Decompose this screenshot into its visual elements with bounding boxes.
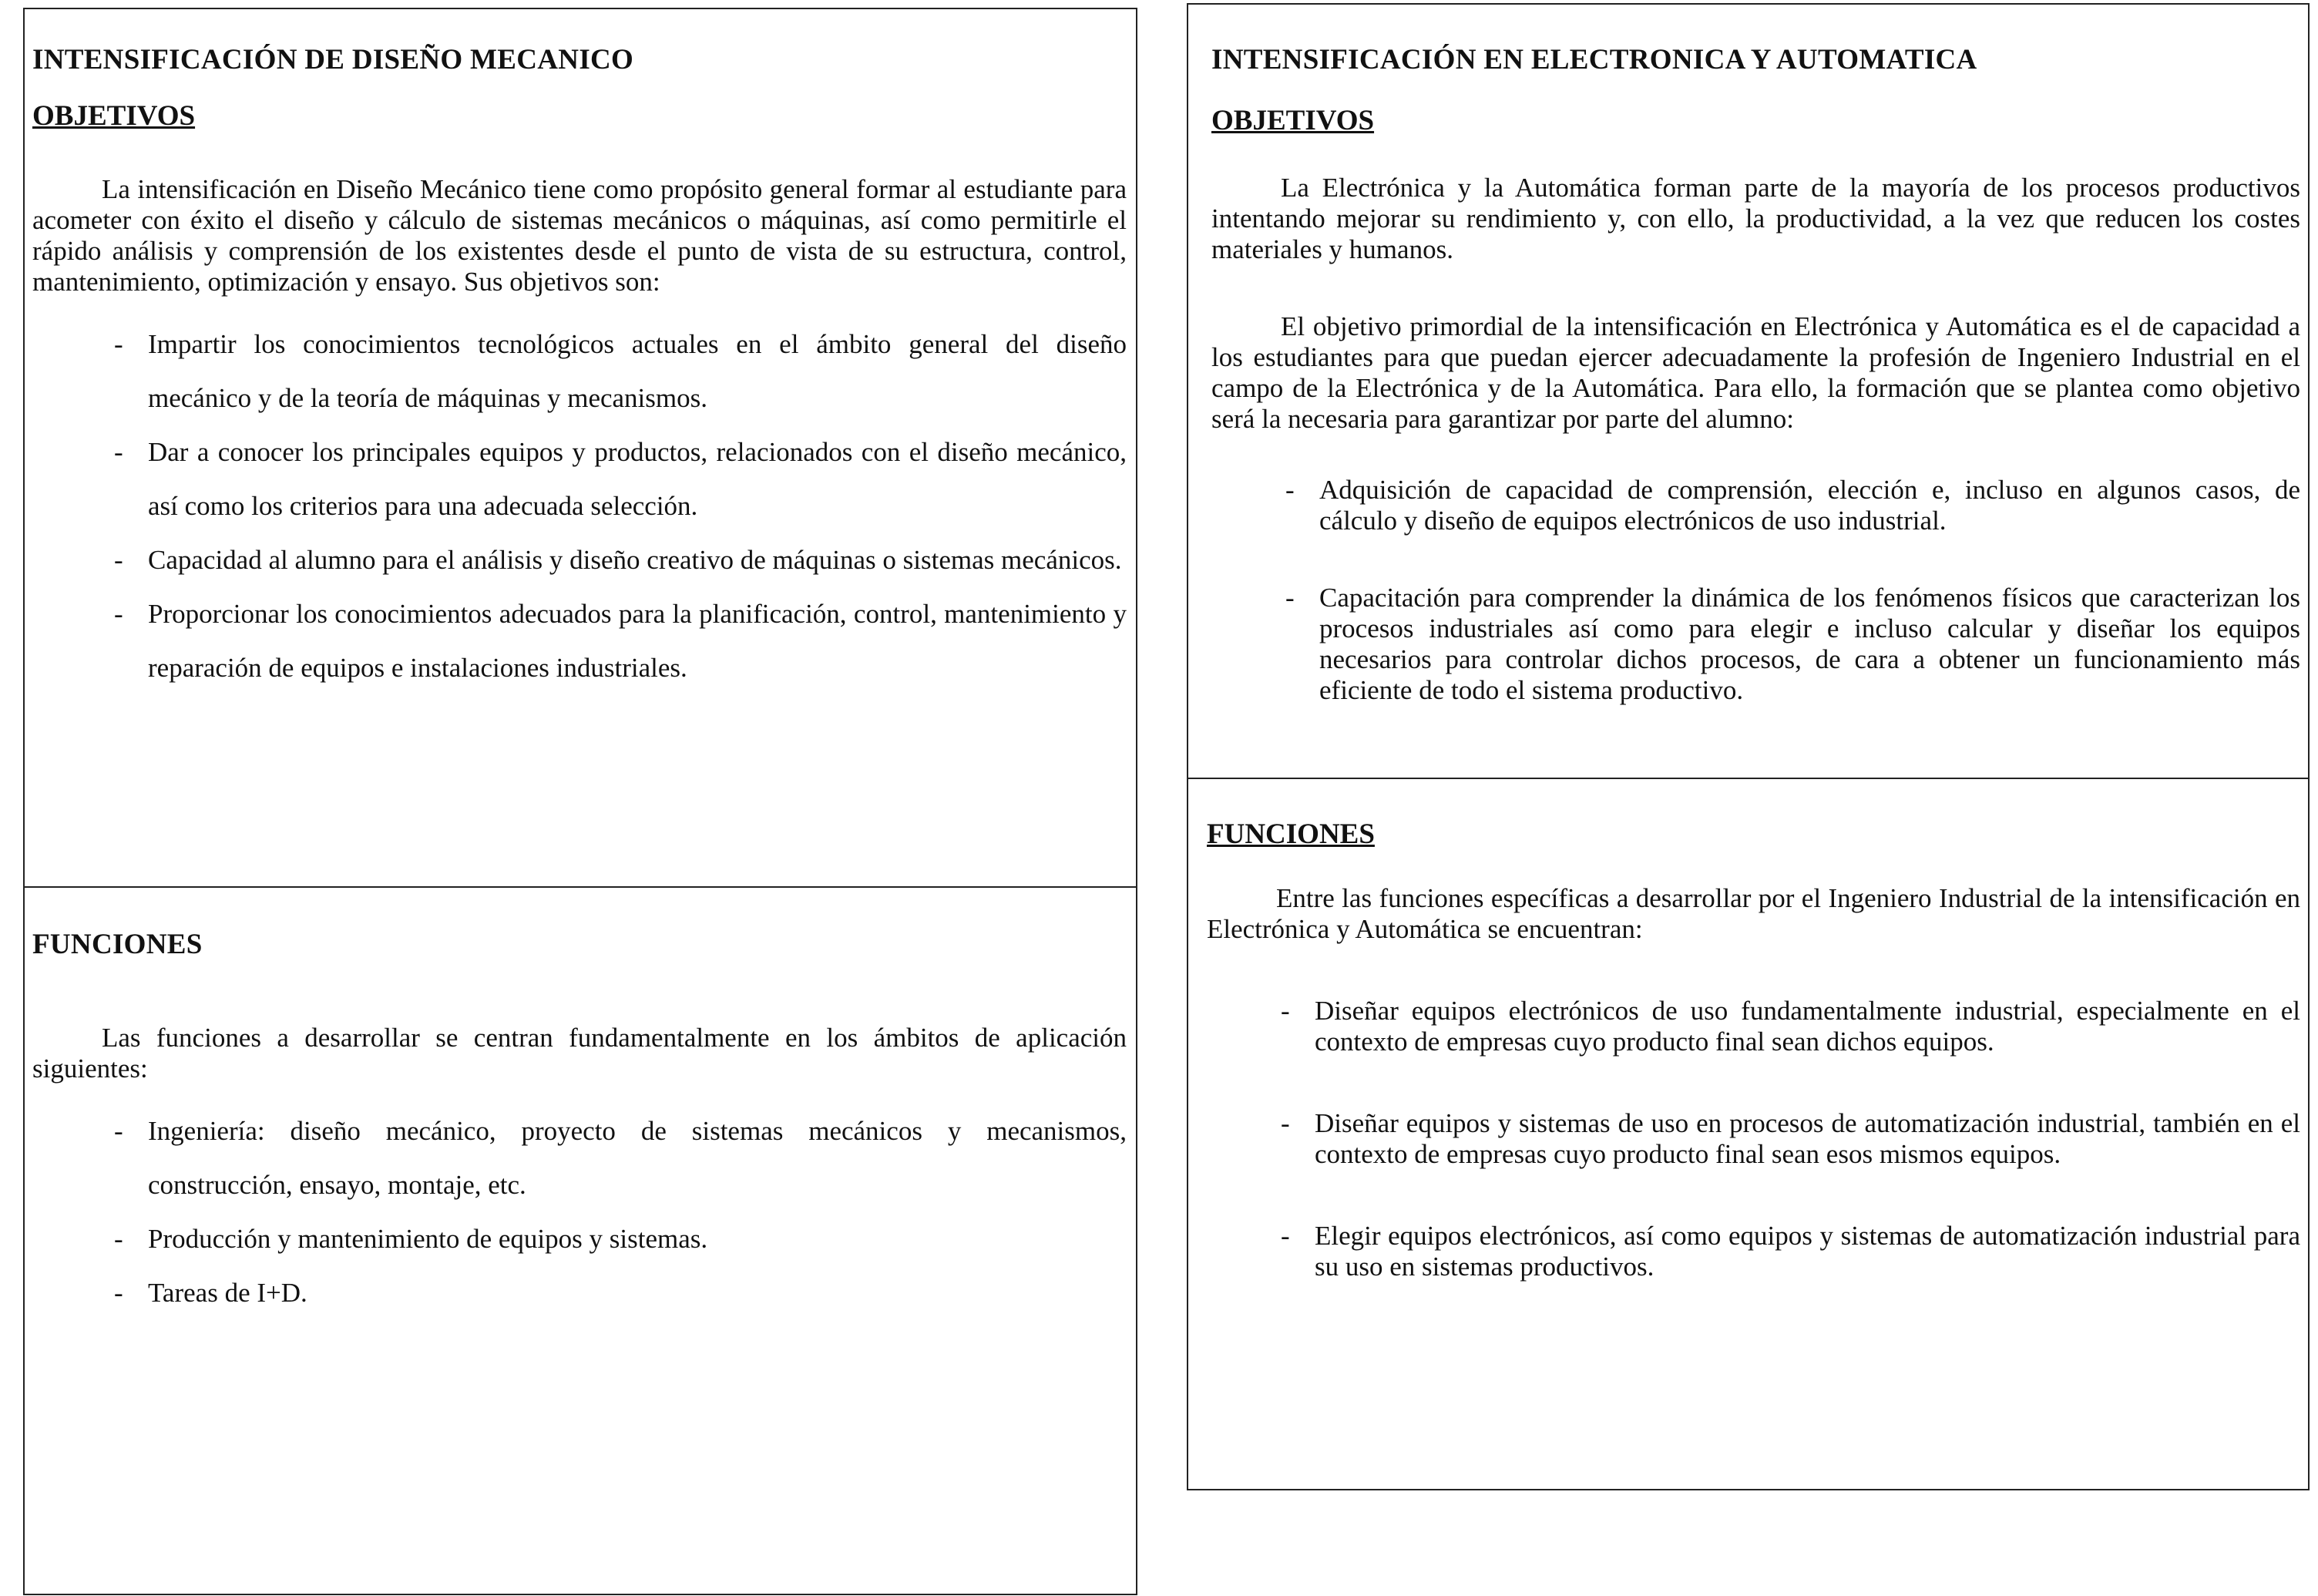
left-panel [23, 8, 1137, 1595]
list-item: - Impartir los conocimientos tecnológicos actuales en el ámbito general del diseño mecánico y de la teoría de máquinas y mecanismos. [114, 329, 1127, 413]
left-funciones-list [114, 1104, 1127, 1320]
right-objetivos-list [1285, 475, 2300, 706]
right-funciones-list [1281, 996, 2300, 1282]
list-item: - Diseñar equipos y sistemas de uso en procesos de automatización industrial, también en el contexto de empresas cuyo producto final sean esos mismos equipos. [1281, 1108, 2300, 1169]
right-funciones-heading: FUNCIONES [1207, 818, 1375, 850]
right-title: INTENSIFICACIÓN EN ELECTRONICA Y AUTOMATICA [1211, 44, 1977, 76]
list-item: - Producción y mantenimiento de equipos y sistemas. [114, 1224, 708, 1254]
left-title: INTENSIFICACIÓN DE DISEÑO MECANICO [32, 44, 634, 76]
list-item: - Ingeniería: diseño mecánico, proyecto de sistemas mecánicos y mecanismos, construcción, ensayo, montaje, etc. [114, 1116, 1127, 1200]
left-objetivos-heading: OBJETIVOS [32, 100, 196, 132]
left-funciones-intro: Las funciones a desarrollar se centran fundamentalmente en los ámbitos de aplicación siguientes: [32, 1023, 1127, 1084]
left-funciones-heading: FUNCIONES [32, 929, 203, 960]
right-panel [1187, 3, 2310, 1490]
list-item: - Diseñar equipos electrónicos de uso fundamentalmente industrial, especialmente en el contexto de empresas cuyo producto final sean dichos equipos. [1281, 996, 2300, 1057]
list-item: - Proporcionar los conocimientos adecuados para la planificación, control, mantenimiento y reparación de equipos e instalaciones industriales. [114, 599, 1127, 683]
list-item: - Elegir equipos electrónicos, así como equipos y sistemas de automatización industrial para su uso en sistemas productivos. [1281, 1221, 2300, 1282]
right-objetivos-para1: La Electrónica y la Automática forman parte de la mayoría de los procesos productivos intentando mejorar su rendimiento y, con ello, la productividad, a la vez que reducen los costes materiales y humanos. [1211, 173, 2300, 264]
list-item: - Capacidad al alumno para el análisis y diseño creativo de máquinas o sistemas mecánicos. [114, 545, 1122, 575]
right-funciones-intro: Entre las funciones específicas a desarrollar por el Ingeniero Industrial de la intensificación en Electrónica y Automática se encuentran: [1207, 883, 2300, 944]
left-objetivos-section [25, 9, 1136, 888]
right-objetivos-para2: El objetivo primordial de la intensificación en Electrónica y Automática es el de capacidad a los estudiantes para que puedan ejercer adecuadamente la profesión de Ingeniero Industrial en el campo de la Electrónica y de la Automática. Para ello, la formación que se plantea como objetivo será la necesaria para garantizar por parte del alumno: [1211, 311, 2300, 434]
left-objetivos-intro: La intensificación en Diseño Mecánico tiene como propósito general formar al estudiante para acometer con éxito el diseño y cálculo de sistemas mecánicos o máquinas, así como permitirle el rápido análisis y comprensión de los existentes desde el punto de vista de su estructura, control, mantenimiento, optimización y ensayo. Sus objetivos son: [32, 174, 1127, 297]
list-item: - Tareas de I+D. [114, 1278, 307, 1308]
list-item: - Dar a conocer los principales equipos y productos, relacionados con el diseño mecánico, así como los criterios para una adecuada selección. [114, 437, 1127, 521]
list-item: - Adquisición de capacidad de comprensión, elección e, incluso en algunos casos, de cálculo y diseño de equipos electrónicos de uso industrial. [1285, 475, 2300, 536]
right-objetivos-heading: OBJETIVOS [1211, 105, 1375, 136]
list-item: - Capacitación para comprender la dinámica de los fenómenos físicos que caracterizan los procesos industriales así como para elegir e incluso calcular y diseñar los equipos necesarios para controlar dichos procesos, de cara a obtener un funcionamiento más eficiente de todo el sistema productivo. [1285, 583, 2300, 705]
left-funciones-section [25, 888, 1136, 1320]
right-objetivos-section [1188, 5, 2308, 779]
right-funciones-section [1188, 779, 2308, 1282]
left-objetivos-list [114, 318, 1127, 695]
